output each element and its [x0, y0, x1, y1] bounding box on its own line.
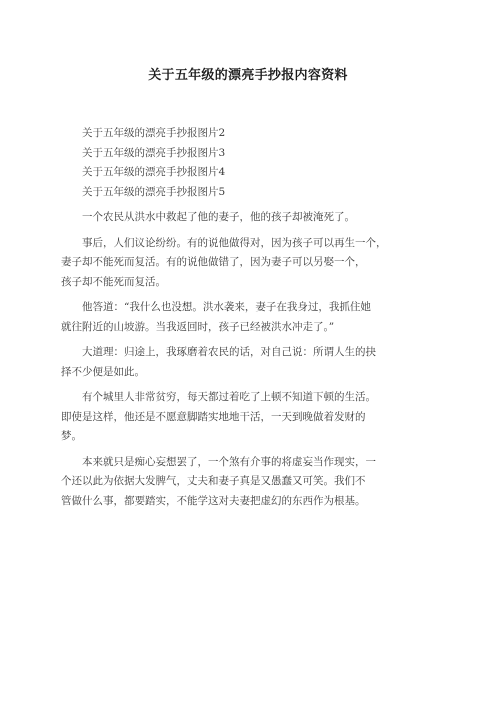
paragraph-2 — [61, 234, 441, 293]
document-title: 关于五年级的漂亮手抄报内容资料 — [148, 68, 348, 83]
paragraph-line: 妻子却不能死而复活。有的说他做错了，因为妻子可以另娶一个， — [61, 256, 366, 268]
paragraph-line: 他答道：“我什么也没想。洪水袭来，妻子在我身过，我抓住她 — [82, 301, 371, 313]
paragraph-line: 个还以此为依据大发脾气，丈夫和妻子真是又愚蠢又可笑。我们不 — [61, 475, 366, 487]
paragraph-line: 就往附近的山坡游。当我返回时，孩子已经被洪水冲走了。” — [61, 320, 335, 333]
paragraph-line: 孩子却不能死而复活。 — [61, 275, 166, 288]
paragraph-line: 本来就只是痴心妄想罢了，一个煞有介事的将虚妄当作现实，一 — [82, 455, 376, 468]
paragraph-line: 一个农民从洪水中救起了他的妻子，他的孩子却被淹死了。 — [82, 211, 355, 223]
paragraph-line: 事后，人们议论纷纷。有的说他做得对，因为孩子可以再生一个， — [82, 236, 387, 249]
paragraph-6 — [61, 453, 441, 512]
image-list-item: 关于五年级的漂亮手抄报图片4 — [82, 166, 226, 178]
paragraph-line: 梦。 — [61, 430, 82, 442]
image-list-item: 关于五年级的漂亮手抄报图片3 — [82, 146, 226, 159]
paragraph-line: 择不少便是如此。 — [61, 365, 145, 378]
paragraph-5 — [61, 388, 441, 447]
paragraph-4 — [61, 343, 441, 382]
paragraph-1 — [61, 208, 441, 228]
paragraph-3 — [61, 298, 441, 337]
paragraph-line: 大道理：归途上，我琢磨着农民的话，对自己说：所谓人生的抉 — [82, 346, 376, 358]
paragraph-line: 即使是这样，他还是不愿意脚踏实地地干活，一天到晚做着发财的 — [61, 410, 366, 423]
paragraph-line: 管做什么事，都要踏实，不能学这对夫妻把虚幻的东西作为根基。 — [61, 494, 366, 507]
image-list-item: 关于五年级的漂亮手抄报图片5 — [82, 185, 226, 198]
image-list-item: 关于五年级的漂亮手抄报图片2 — [82, 127, 226, 139]
paragraph-line: 有个城里人非常贫穷，每天都过着吃了上顿不知道下顿的生活。 — [82, 391, 376, 403]
document-body — [61, 124, 441, 517]
